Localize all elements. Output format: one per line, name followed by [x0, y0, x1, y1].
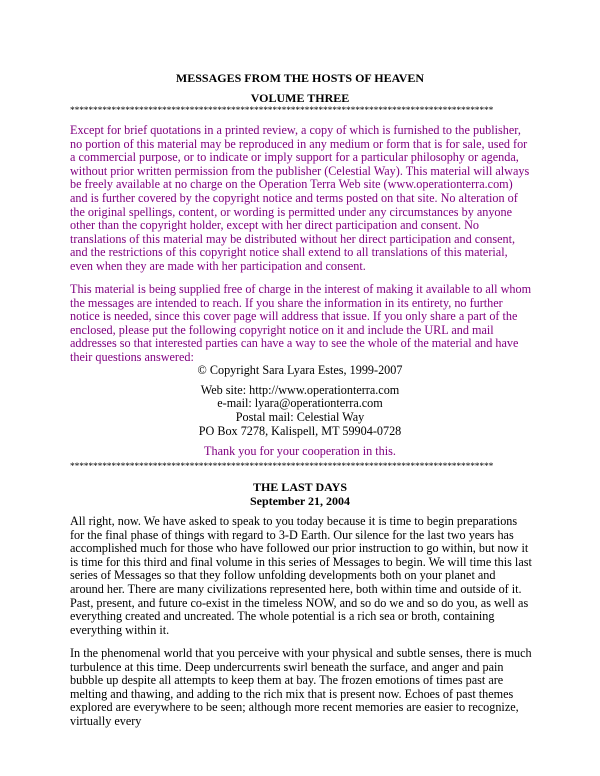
notice-paragraph-2: This material is being supplied free of charge in the interest of making it available to all whom the messages are intended to reach. If you share the information in its entirety, no further notice is needed, since this cover page will address that issue. If you only share a part of the enclosed, please put the following copyright notice on it and include the URL and mail addresses so that interested parties can have a way to see the whole of the material and have their questions answered:: [70, 282, 532, 364]
copyright-line: © Copyright Sara Lyara Estes, 1999-2007: [197, 363, 403, 377]
message-title: THE LAST DAYS: [252, 480, 348, 494]
message-date: September 21, 2004: [249, 494, 351, 508]
message-paragraph-2: In the phenomenal world that you perceive with your physical and subtle senses, there is much turbulence at this time. Deep undercurrents swirl beneath the surface, and anger and pain bubble up despite all attempts to keep them at bay. The frozen emotions of times past are melting and thawing, and adding to the rich mix that is present now. Echoes of past themes explored are everywhere to be seen; although more recent memories are easier to recognize, virtually every: [70, 646, 532, 728]
postal-line: Postal mail: Celestial Way: [235, 410, 365, 424]
document-title: MESSAGES FROM THE HOSTS OF HEAVEN: [175, 71, 425, 85]
notice-paragraph-1: Except for brief quotations in a printed review, a copy of which is furnished to the publisher, no portion of this material may be reproduced in any medium or form that is for sale, used for a commercial purpose, or to indicate or imply support for a particular philosophy or agenda, without prior written permission from the publisher (Celestial Way). This material will always be freely available at no charge on the Operation Terra Web site (www.operationterra.com) and is further covered by the copyright notice and terms posted on that site. No alteration of the original spellings, content, or wording is permitted under any circumstances by anyone other than the copyright holder, except with her direct participation and consent. No translations of this material may be distributed without her direct participation and consent, and the restrictions of this copyright notice shall extend to all translations of this material, even when they are made with her participation and consent.: [70, 123, 530, 273]
website-line: Web site: http://www.operationterra.com: [200, 383, 400, 397]
thanks-line: Thank you for your cooperation in this.: [204, 444, 396, 458]
separator-bottom: ********************************************************************************************: [70, 462, 494, 472]
email-line: e-mail: lyara@operationterra.com: [217, 396, 383, 410]
separator-top: ********************************************************************************************: [70, 106, 494, 116]
pobox-line: PO Box 7278, Kalispell, MT 59904-0728: [198, 424, 402, 438]
message-paragraph-1: All right, now. We have asked to speak to you today because it is time to begin preparations for the final phase of things with regard to 3-D Earth. Our silence for the last two years has accomplished much for those who have followed our prior instruction to go within, but now it is time for this third and final volume in this series of Messages to begin. We will time this last series of Messages so that they follow unfolding developments both on your planet and around her. There are many civilizations represented here, both within time and outside of it. Past, present, and future co-exist in the timeless NOW, and so do we and so do you, as well as everything created and uncreated. The whole potential is a rich sea or broth, containing everything within it.: [70, 514, 532, 637]
volume-title: VOLUME THREE: [250, 91, 350, 105]
